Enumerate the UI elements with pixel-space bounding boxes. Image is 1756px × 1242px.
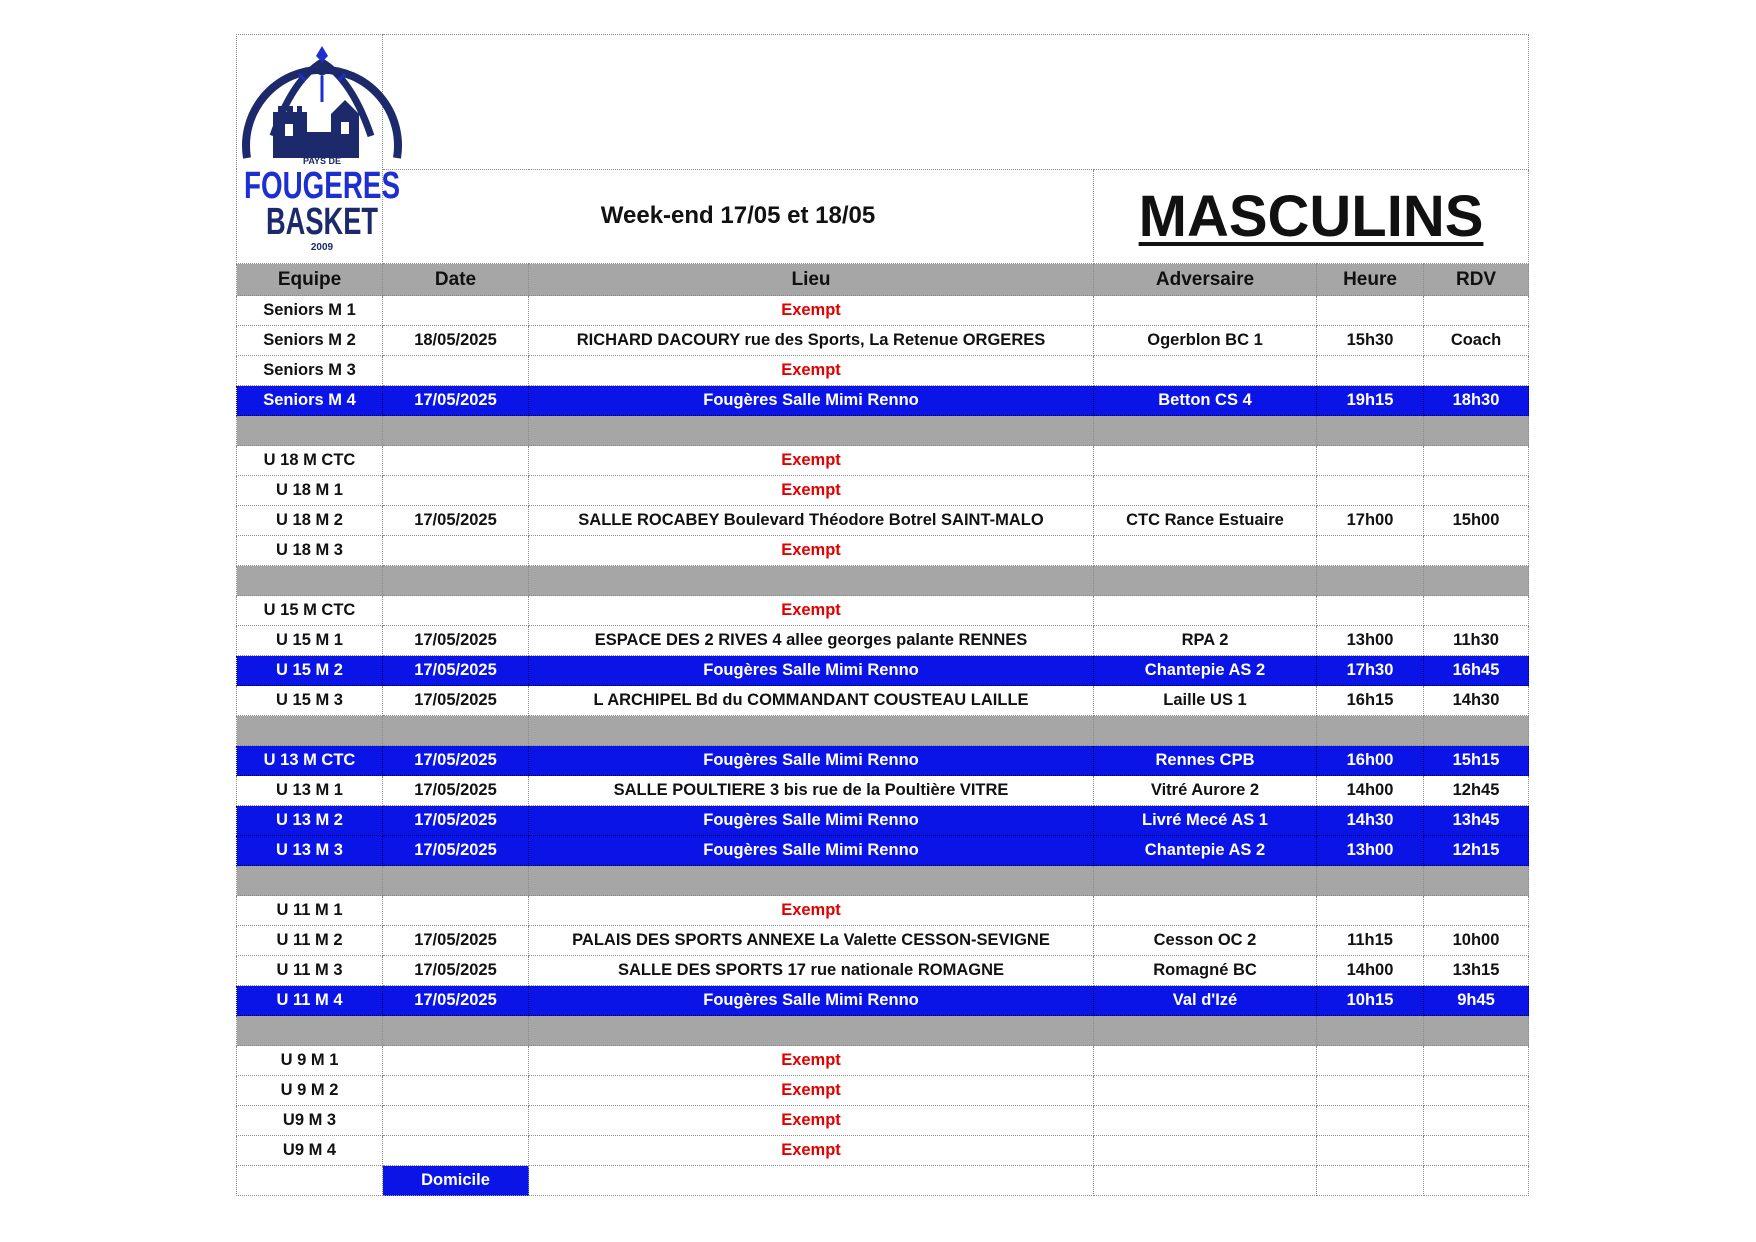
table-row bbox=[237, 536, 1529, 566]
cell-lieu: Fougères Salle Mimi Renno bbox=[529, 386, 1094, 416]
cell-equipe: Seniors M 4 bbox=[237, 386, 383, 416]
cell-date: 17/05/2025 bbox=[383, 776, 529, 806]
column-header-date: Date bbox=[383, 264, 529, 296]
cell-heure bbox=[1317, 536, 1424, 566]
cell-date: 17/05/2025 bbox=[383, 746, 529, 776]
cell-heure: 14h00 bbox=[1317, 956, 1424, 986]
cell-adversaire: Ogerblon BC 1 bbox=[1094, 326, 1317, 356]
cell-rdv: 18h30 bbox=[1424, 386, 1529, 416]
cell-lieu: SALLE POULTIERE 3 bis rue de la Poultière VITRE bbox=[529, 776, 1094, 806]
cell-equipe: U 13 M 1 bbox=[237, 776, 383, 806]
svg-text:PAYS DE: PAYS DE bbox=[302, 156, 342, 166]
cell-heure: 19h15 bbox=[1317, 386, 1424, 416]
cell-equipe: U 13 M 2 bbox=[237, 806, 383, 836]
separator-cell bbox=[1317, 1016, 1424, 1046]
cell-adversaire: Laille US 1 bbox=[1094, 686, 1317, 716]
cell-heure bbox=[1317, 296, 1424, 326]
table-row bbox=[237, 956, 1529, 986]
cell-adversaire bbox=[1094, 536, 1317, 566]
cell-lieu: Exempt bbox=[529, 296, 1094, 326]
cell-adversaire bbox=[1094, 356, 1317, 386]
cell-equipe: Seniors M 2 bbox=[237, 326, 383, 356]
cell-adversaire: Vitré Aurore 2 bbox=[1094, 776, 1317, 806]
cell-equipe: U 18 M 2 bbox=[237, 506, 383, 536]
cell-equipe: U9 M 4 bbox=[237, 1136, 383, 1166]
cell-adversaire bbox=[1094, 596, 1317, 626]
column-header-equipe: Equipe bbox=[237, 264, 383, 296]
logo-cell bbox=[237, 35, 400, 264]
cell-equipe: U 13 M CTC bbox=[237, 746, 383, 776]
cell-date: 17/05/2025 bbox=[383, 926, 529, 956]
separator-cell bbox=[1317, 566, 1424, 596]
cell-adversaire: Chantepie AS 2 bbox=[1094, 836, 1317, 866]
table-row bbox=[237, 836, 1529, 866]
cell-heure bbox=[1317, 1076, 1424, 1106]
cell-rdv bbox=[1424, 1076, 1529, 1106]
separator-cell bbox=[529, 566, 1094, 596]
cell-lieu: RICHARD DACOURY rue des Sports, La Retenue ORGERES bbox=[529, 326, 1094, 356]
table-row bbox=[237, 746, 1529, 776]
separator-cell bbox=[1094, 566, 1317, 596]
separator-cell bbox=[529, 416, 1094, 446]
table-row bbox=[237, 506, 1529, 536]
separator-cell bbox=[1094, 1016, 1317, 1046]
cell-adversaire: Cesson OC 2 bbox=[1094, 926, 1317, 956]
legend-empty-cell bbox=[1094, 1166, 1317, 1196]
legend-empty-cell bbox=[237, 1166, 383, 1196]
table-row bbox=[237, 476, 1529, 506]
cell-lieu: Exempt bbox=[529, 1046, 1094, 1076]
separator-cell bbox=[529, 716, 1094, 746]
cell-heure: 14h30 bbox=[1317, 806, 1424, 836]
legend-empty-cell bbox=[1424, 1166, 1529, 1196]
cell-adversaire bbox=[1094, 446, 1317, 476]
cell-adversaire bbox=[1094, 1136, 1317, 1166]
cell-equipe: U 18 M 1 bbox=[237, 476, 383, 506]
weekend-label: Week-end 17/05 et 18/05 bbox=[383, 169, 1094, 263]
table-row bbox=[237, 596, 1529, 626]
cell-lieu: Fougères Salle Mimi Renno bbox=[529, 986, 1094, 1016]
separator-cell bbox=[1094, 416, 1317, 446]
cell-adversaire bbox=[1094, 1046, 1317, 1076]
table-row bbox=[237, 926, 1529, 956]
cell-heure bbox=[1317, 896, 1424, 926]
cell-rdv bbox=[1424, 296, 1529, 326]
cell-lieu: SALLE DES SPORTS 17 rue nationale ROMAGNE bbox=[529, 956, 1094, 986]
cell-adversaire bbox=[1094, 476, 1317, 506]
cell-equipe: U 15 M 1 bbox=[237, 626, 383, 656]
cell-heure: 10h15 bbox=[1317, 986, 1424, 1016]
separator-cell bbox=[383, 416, 529, 446]
legend-empty-cell bbox=[529, 1166, 1094, 1196]
cell-lieu: Exempt bbox=[529, 356, 1094, 386]
cell-rdv: 15h15 bbox=[1424, 746, 1529, 776]
cell-adversaire bbox=[1094, 1106, 1317, 1136]
cell-rdv: 10h00 bbox=[1424, 926, 1529, 956]
table-row bbox=[237, 896, 1529, 926]
cell-heure: 13h00 bbox=[1317, 626, 1424, 656]
cell-date: 17/05/2025 bbox=[383, 506, 529, 536]
separator-cell bbox=[1317, 416, 1424, 446]
club-logo bbox=[237, 40, 407, 258]
cell-adversaire: Rennes CPB bbox=[1094, 746, 1317, 776]
cell-lieu: Exempt bbox=[529, 446, 1094, 476]
cell-rdv: 13h15 bbox=[1424, 956, 1529, 986]
legend-empty-cell bbox=[1317, 1166, 1424, 1196]
cell-lieu: L ARCHIPEL Bd du COMMANDANT COUSTEAU LAILLE bbox=[529, 686, 1094, 716]
cell-date: 17/05/2025 bbox=[383, 386, 529, 416]
cell-rdv bbox=[1424, 1106, 1529, 1136]
cell-date bbox=[383, 536, 529, 566]
cell-heure: 17h00 bbox=[1317, 506, 1424, 536]
legend-row bbox=[237, 1166, 1529, 1196]
cell-adversaire: Romagné BC bbox=[1094, 956, 1317, 986]
cell-rdv bbox=[1424, 1136, 1529, 1166]
cell-equipe: U 18 M 3 bbox=[237, 536, 383, 566]
cell-lieu: Fougères Salle Mimi Renno bbox=[529, 806, 1094, 836]
cell-lieu: Exempt bbox=[529, 1076, 1094, 1106]
cell-date: 17/05/2025 bbox=[383, 806, 529, 836]
separator-cell bbox=[383, 866, 529, 896]
separator-cell bbox=[1094, 716, 1317, 746]
separator-cell bbox=[237, 1016, 383, 1046]
cell-equipe: U 11 M 2 bbox=[237, 926, 383, 956]
cell-lieu: SALLE ROCABEY Boulevard Théodore Botrel SAINT-MALO bbox=[529, 506, 1094, 536]
separator-cell bbox=[237, 416, 383, 446]
separator-row bbox=[237, 866, 1529, 896]
cell-equipe: Seniors M 3 bbox=[237, 356, 383, 386]
cell-date: 17/05/2025 bbox=[383, 686, 529, 716]
cell-adversaire: Chantepie AS 2 bbox=[1094, 656, 1317, 686]
table-row bbox=[237, 1106, 1529, 1136]
separator-cell bbox=[383, 566, 529, 596]
cell-lieu: Exempt bbox=[529, 476, 1094, 506]
separator-cell bbox=[529, 1016, 1094, 1046]
cell-date: 17/05/2025 bbox=[383, 656, 529, 686]
column-header-lieu: Lieu bbox=[529, 264, 1094, 296]
separator-cell bbox=[1317, 866, 1424, 896]
cell-date: 17/05/2025 bbox=[383, 836, 529, 866]
cell-date bbox=[383, 1046, 529, 1076]
cell-equipe: U 11 M 4 bbox=[237, 986, 383, 1016]
cell-lieu: Fougères Salle Mimi Renno bbox=[529, 656, 1094, 686]
column-header-adversaire: Adversaire bbox=[1094, 264, 1317, 296]
cell-lieu: Fougères Salle Mimi Renno bbox=[529, 746, 1094, 776]
separator-cell bbox=[237, 866, 383, 896]
cell-rdv bbox=[1424, 896, 1529, 926]
schedule-table bbox=[236, 34, 1529, 1196]
cell-rdv: 16h45 bbox=[1424, 656, 1529, 686]
column-header-heure: Heure bbox=[1317, 264, 1424, 296]
cell-adversaire: RPA 2 bbox=[1094, 626, 1317, 656]
cell-rdv bbox=[1424, 446, 1529, 476]
table-row bbox=[237, 326, 1529, 356]
separator-cell bbox=[1424, 716, 1529, 746]
cell-equipe: U 11 M 1 bbox=[237, 896, 383, 926]
cell-equipe: U 11 M 3 bbox=[237, 956, 383, 986]
svg-text:BASKET: BASKET bbox=[266, 201, 378, 243]
separator-cell bbox=[237, 716, 383, 746]
cell-date: 17/05/2025 bbox=[383, 986, 529, 1016]
cell-date bbox=[383, 896, 529, 926]
table-row bbox=[237, 356, 1529, 386]
cell-equipe: U 9 M 2 bbox=[237, 1076, 383, 1106]
cell-lieu: Exempt bbox=[529, 596, 1094, 626]
cell-adversaire: CTC Rance Estuaire bbox=[1094, 506, 1317, 536]
table-row bbox=[237, 776, 1529, 806]
table-row bbox=[237, 806, 1529, 836]
separator-row bbox=[237, 566, 1529, 596]
separator-cell bbox=[1424, 566, 1529, 596]
cell-rdv bbox=[1424, 536, 1529, 566]
cell-date bbox=[383, 1136, 529, 1166]
cell-rdv: 12h15 bbox=[1424, 836, 1529, 866]
cell-adversaire: Betton CS 4 bbox=[1094, 386, 1317, 416]
cell-heure: 16h00 bbox=[1317, 746, 1424, 776]
cell-equipe: U 13 M 3 bbox=[237, 836, 383, 866]
cell-rdv bbox=[1424, 476, 1529, 506]
separator-row bbox=[237, 716, 1529, 746]
separator-row bbox=[237, 1016, 1529, 1046]
separator-cell bbox=[237, 566, 383, 596]
cell-heure bbox=[1317, 1136, 1424, 1166]
cell-rdv bbox=[1424, 356, 1529, 386]
cell-rdv: 15h00 bbox=[1424, 506, 1529, 536]
svg-text:2009: 2009 bbox=[310, 242, 334, 253]
cell-date: 17/05/2025 bbox=[383, 956, 529, 986]
cell-heure bbox=[1317, 446, 1424, 476]
cell-adversaire bbox=[1094, 296, 1317, 326]
cell-lieu: ESPACE DES 2 RIVES 4 allee georges palante RENNES bbox=[529, 626, 1094, 656]
cell-rdv: 12h45 bbox=[1424, 776, 1529, 806]
column-header-rdv: RDV bbox=[1424, 264, 1529, 296]
cell-rdv bbox=[1424, 596, 1529, 626]
table-row bbox=[237, 986, 1529, 1016]
cell-rdv: 11h30 bbox=[1424, 626, 1529, 656]
cell-equipe: U 9 M 1 bbox=[237, 1046, 383, 1076]
svg-text:FOUGERES: FOUGERES bbox=[244, 165, 400, 207]
table-row bbox=[237, 386, 1529, 416]
table-row bbox=[237, 446, 1529, 476]
table-row bbox=[237, 626, 1529, 656]
cell-date bbox=[383, 296, 529, 326]
table-row bbox=[237, 686, 1529, 716]
cell-date bbox=[383, 1106, 529, 1136]
cell-heure bbox=[1317, 1106, 1424, 1136]
cell-date: 17/05/2025 bbox=[383, 626, 529, 656]
cell-heure bbox=[1317, 596, 1424, 626]
cell-equipe: U 15 M 3 bbox=[237, 686, 383, 716]
table-row bbox=[237, 1136, 1529, 1166]
cell-equipe: U9 M 3 bbox=[237, 1106, 383, 1136]
cell-lieu: Exempt bbox=[529, 1136, 1094, 1166]
cell-adversaire bbox=[1094, 896, 1317, 926]
cell-rdv bbox=[1424, 1046, 1529, 1076]
table-row bbox=[237, 656, 1529, 686]
cell-date bbox=[383, 446, 529, 476]
table-row bbox=[237, 1046, 1529, 1076]
cell-lieu: Exempt bbox=[529, 1106, 1094, 1136]
cell-date bbox=[383, 476, 529, 506]
cell-equipe: U 18 M CTC bbox=[237, 446, 383, 476]
column-header-row bbox=[237, 264, 1529, 296]
cell-lieu: Exempt bbox=[529, 536, 1094, 566]
cell-heure bbox=[1317, 476, 1424, 506]
separator-cell bbox=[1424, 866, 1529, 896]
separator-row bbox=[237, 416, 1529, 446]
cell-heure: 13h00 bbox=[1317, 836, 1424, 866]
cell-rdv: 9h45 bbox=[1424, 986, 1529, 1016]
cell-equipe: U 15 M CTC bbox=[237, 596, 383, 626]
cell-adversaire: Livré Mecé AS 1 bbox=[1094, 806, 1317, 836]
cell-heure: 11h15 bbox=[1317, 926, 1424, 956]
cell-date: 18/05/2025 bbox=[383, 326, 529, 356]
cell-equipe: Seniors M 1 bbox=[237, 296, 383, 326]
table-row bbox=[237, 1076, 1529, 1106]
separator-cell bbox=[1424, 416, 1529, 446]
header-blank bbox=[383, 35, 1529, 170]
separator-cell bbox=[383, 1016, 529, 1046]
cell-adversaire bbox=[1094, 1076, 1317, 1106]
cell-heure bbox=[1317, 356, 1424, 386]
separator-cell bbox=[383, 716, 529, 746]
cell-lieu: Exempt bbox=[529, 896, 1094, 926]
cell-date bbox=[383, 1076, 529, 1106]
separator-cell bbox=[1424, 1016, 1529, 1046]
cell-lieu: Fougères Salle Mimi Renno bbox=[529, 836, 1094, 866]
cell-adversaire: Val d'Izé bbox=[1094, 986, 1317, 1016]
cell-heure: 17h30 bbox=[1317, 656, 1424, 686]
separator-cell bbox=[529, 866, 1094, 896]
page-title: MASCULINS bbox=[1094, 169, 1529, 263]
cell-date bbox=[383, 356, 529, 386]
cell-equipe: U 15 M 2 bbox=[237, 656, 383, 686]
separator-cell bbox=[1094, 866, 1317, 896]
cell-heure: 15h30 bbox=[1317, 326, 1424, 356]
cell-heure bbox=[1317, 1046, 1424, 1076]
cell-date bbox=[383, 596, 529, 626]
table-row bbox=[237, 296, 1529, 326]
separator-cell bbox=[1317, 716, 1424, 746]
cell-rdv: 14h30 bbox=[1424, 686, 1529, 716]
cell-rdv: 13h45 bbox=[1424, 806, 1529, 836]
cell-heure: 16h15 bbox=[1317, 686, 1424, 716]
legend-domicile: Domicile bbox=[383, 1166, 529, 1196]
cell-heure: 14h00 bbox=[1317, 776, 1424, 806]
cell-lieu: PALAIS DES SPORTS ANNEXE La Valette CESSON-SEVIGNE bbox=[529, 926, 1094, 956]
cell-rdv: Coach bbox=[1424, 326, 1529, 356]
